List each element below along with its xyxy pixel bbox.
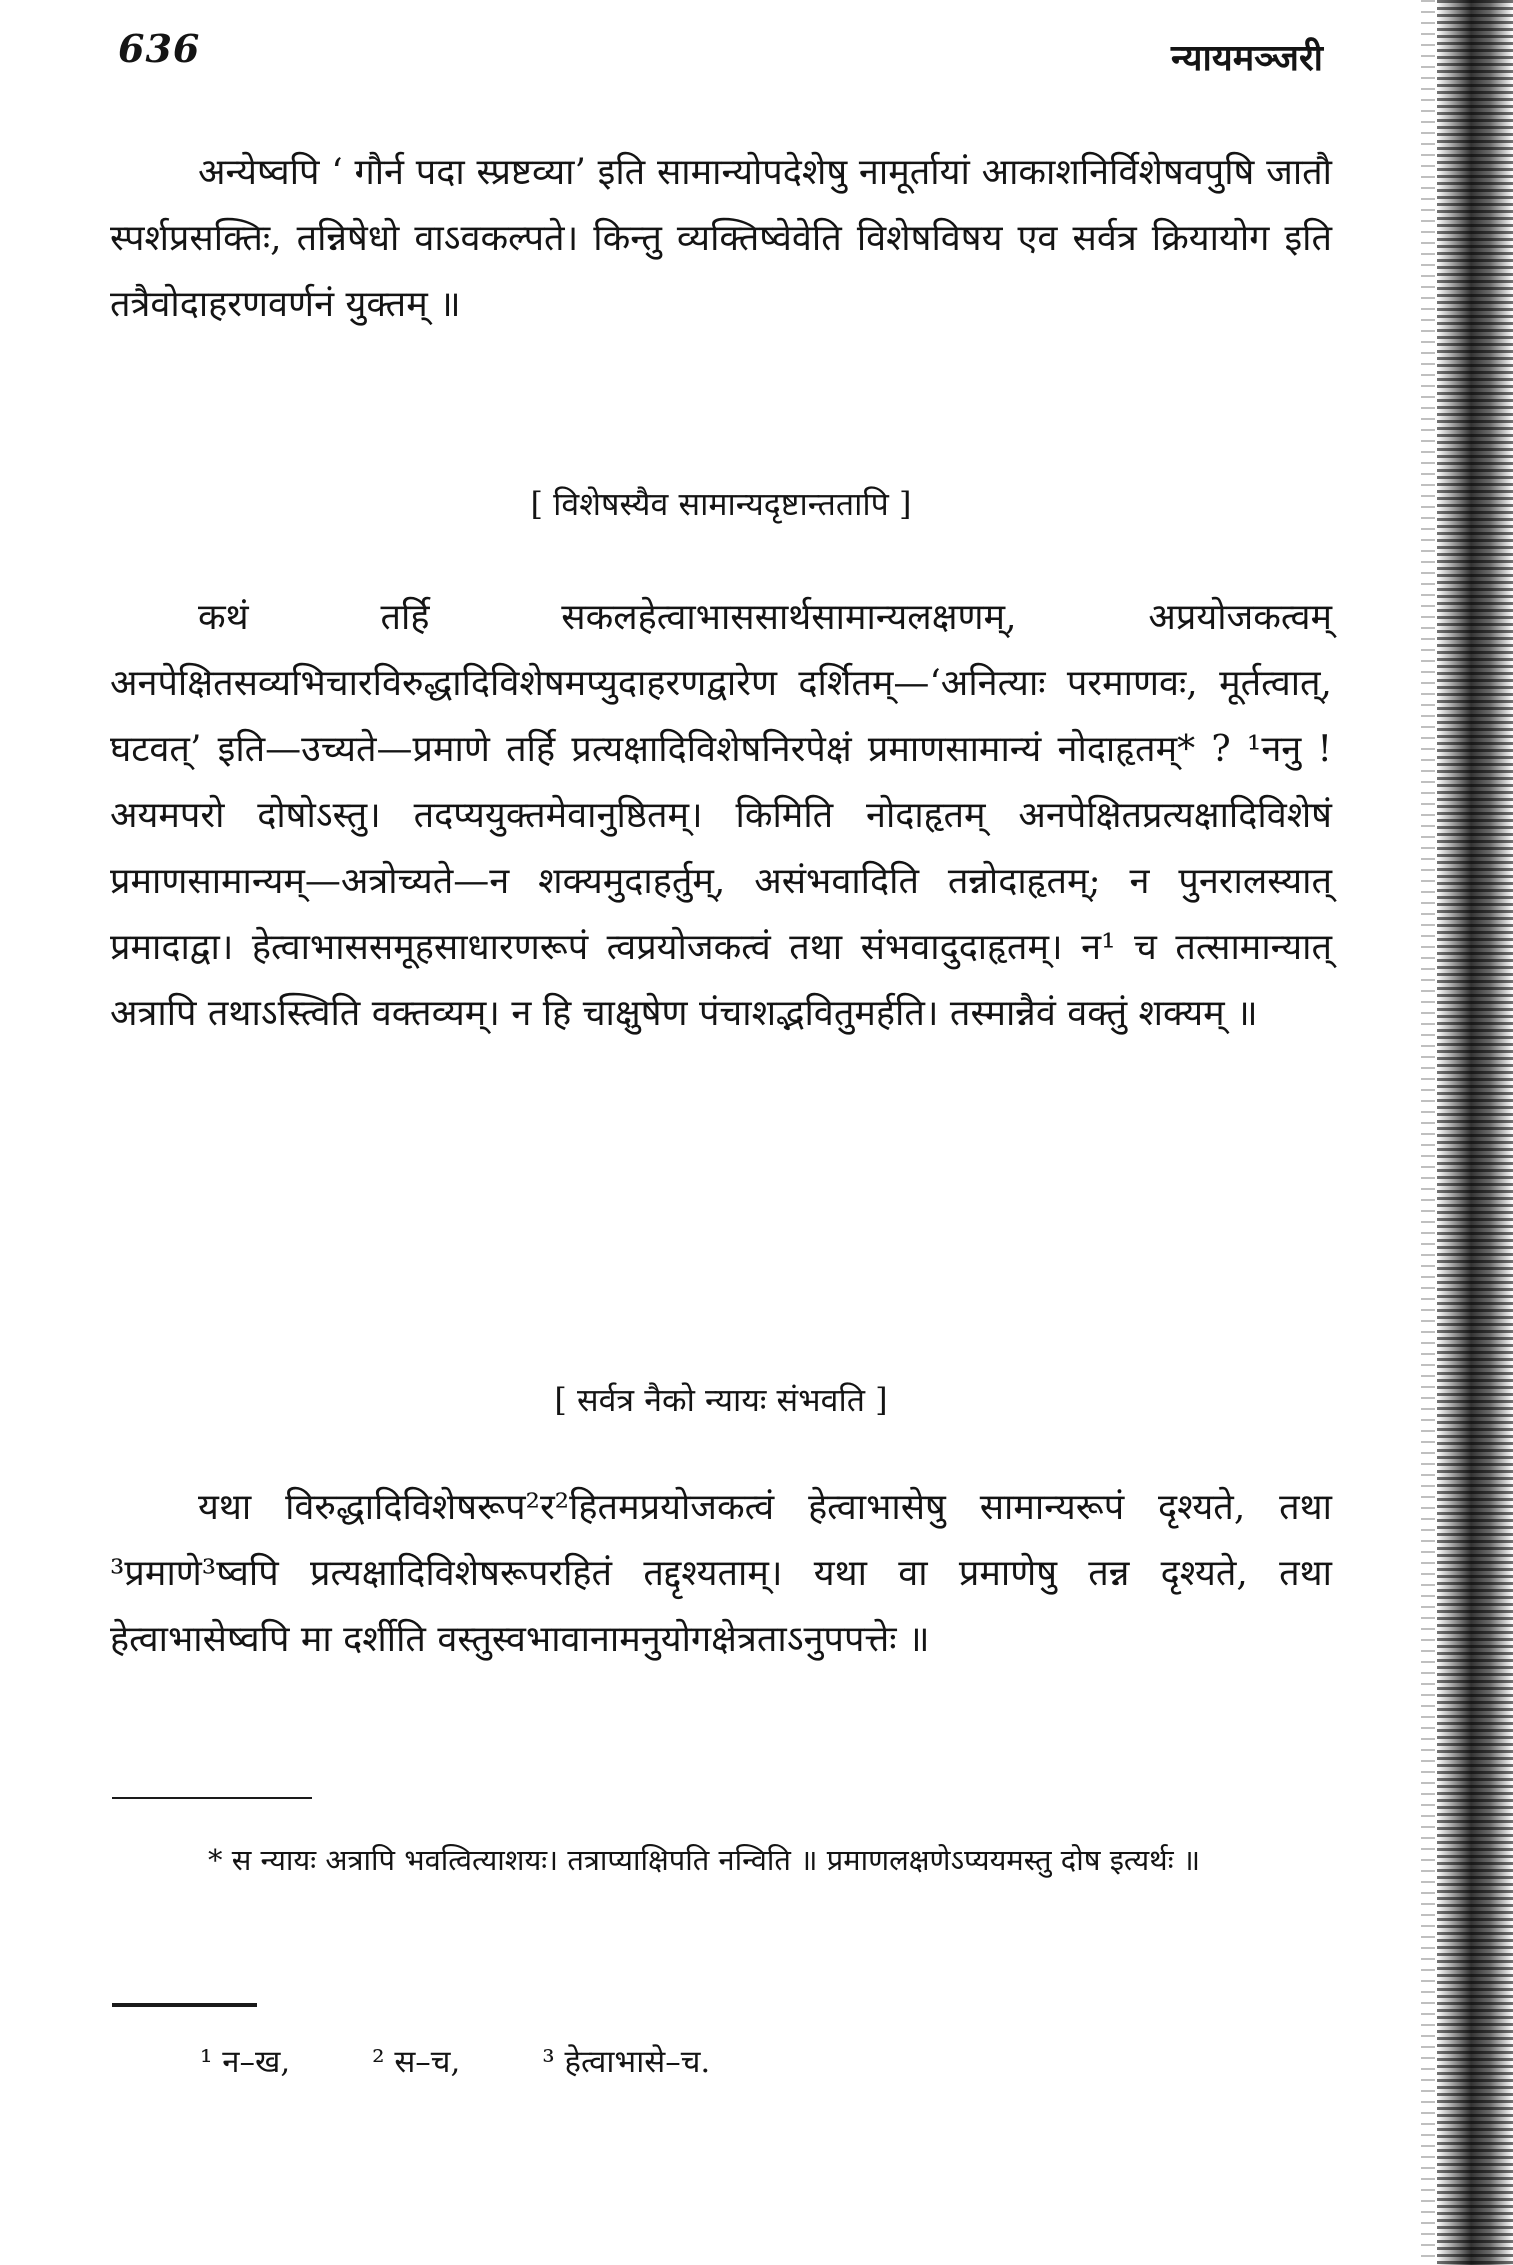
variant-separator — [112, 2003, 257, 2007]
paragraph-3 — [110, 1475, 1332, 1673]
page-binding-edge — [1437, 0, 1513, 2265]
footnote-separator — [112, 1797, 312, 1799]
paragraph-2 — [110, 585, 1332, 1047]
variant-reading-1: ¹ न–ख, — [200, 2044, 291, 2080]
variant-reading-2: ² स–च, — [372, 2044, 461, 2080]
paragraph-1 — [110, 140, 1332, 338]
running-title: न्यायमञ्जरी — [1171, 37, 1323, 79]
page-number: 636 — [118, 26, 201, 71]
paragraph-2-text: कथं तर्हि सकलहेत्वाभाससार्थसामान्यलक्षणम्, अप्रयोजकत्वम् अनपेक्षितसव्यभिचारविरुद्धादिविशेषमप्युदाहरणद्वारेण दर्शितम्—‘अनित्याः परमाणवः, मूर्तत्वात्, घटवत्’ इति—उच्यते—प्रमाणे तर्हि प्रत्यक्षादिविशेषनिरपेक्षं प्रमाणसामान्यं नोदाहृतम्* ? ¹ननु ! अयमपरो दोषोऽस्तु। तदप्ययुक्तमेवानुष्ठितम्। किमिति नोदाहृतम् अनपेक्षितप्रत्यक्षादिविशेषं प्रमाणसामान्यम्—अत्रोच्यते—न शक्यमुदाहर्तुम्, असंभवादिति तन्नोदाहृतम्; न पुनरालस्यात् प्रमादाद्वा। हेत्वाभाससमूहसाधारणरूपं त्वप्रयोजकत्वं तथा संभवादुदाहृतम्। न¹ च तत्सामान्यात् अत्रापि तथाऽस्त्विति वक्तव्यम्। न हि चाक्षुषेण पंचाशद्भवितुमर्हति। तस्मान्नैवं वक्तुं शक्यम् ॥ — [110, 597, 1332, 1034]
footnote — [112, 1830, 1332, 1890]
paragraph-1-text: अन्येष्वपि ‘ गौर्न पदा स्प्रष्टव्या’ इति सामान्योपदेशेषु नामूर्तायां आकाशनिर्विशेषवपुषि जातौ स्पर्शप्रसक्तिः, तन्निषेधो वाऽवकल्पते। किन्तु व्यक्तिष्वेवेति विशेषविषय एव सर्वत्र क्रियायोग इति तत्रैवोदाहरणवर्णनं युक्तम् ॥ — [110, 152, 1332, 325]
variant-readings — [200, 2040, 782, 2082]
variant-reading-3: ³ हेत्वाभासे–च. — [542, 2044, 711, 2080]
paragraph-3-text: यथा विरुद्धादिविशेषरूप²र²हितमप्रयोजकत्वं हेत्वाभासेषु सामान्यरूपं दृश्यते, तथा ³प्रमाणे³ष्वपि प्रत्यक्षादिविशेषरूपरहितं तद्दृश्यताम्। यथा वा प्रमाणेषु तन्न दृश्यते, तथा हेत्वाभासेष्वपि मा दर्शीति वस्तुस्वभावानामनुयोगक्षेत्रताऽनुपपत्तेः ॥ — [110, 1487, 1332, 1660]
section-heading-1: [ विशेषस्यैव सामान्यदृष्टान्ततापि ] — [530, 485, 912, 523]
footnote-text: * स न्यायः अत्रापि भवत्वित्याशयः। तत्राप्याक्षिपति नन्विति ॥ प्रमाणलक्षणेऽप्ययमस्तु दोष इत्यर्थः ॥ — [208, 1843, 1201, 1877]
page-edge-speckle — [1421, 0, 1435, 2265]
section-heading-2: [ सर्वत्र नैको न्यायः संभवति ] — [554, 1381, 888, 1419]
